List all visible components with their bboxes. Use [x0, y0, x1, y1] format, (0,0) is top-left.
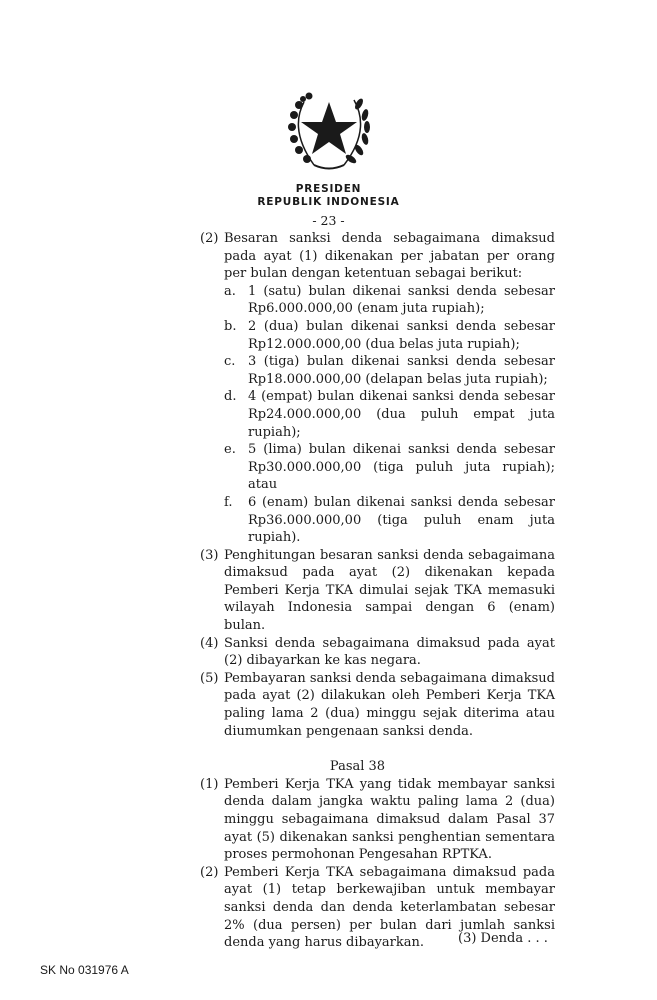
list-item-e: [224, 441, 555, 494]
paragraph-text: Pembayaran sanksi denda sebagaimana dimaksud pada ayat (2) dilakukan oleh Pemberi Kerja TKA paling lama 2 (dua) minggu sejak diterima atau diumumkan pengenaan sanksi denda.: [224, 670, 555, 739]
list-item-c: [224, 353, 555, 388]
paragraph-number: (2): [200, 864, 219, 880]
list-letter: f.: [224, 494, 233, 510]
list-letter: d.: [224, 389, 237, 405]
document-body: [200, 230, 555, 952]
list-item-a: [224, 283, 555, 318]
list-text: 6 (enam) bulan dikenai sanksi denda sebesar Rp36.000.000,00 (tiga puluh enam juta rupiah).: [248, 494, 555, 546]
paragraph-text: Pemberi Kerja TKA sebagaimana dimaksud pada ayat (1) tetap berkewajiban untuk membayar sanksi denda dan denda keterlambatan sebesar 2% (dua persen) per bulan dari jumlah sanksi denda yang harus dibayarkan.: [224, 864, 555, 951]
list-letter: a.: [224, 283, 236, 299]
list-item-b: [224, 318, 555, 353]
header-republic: REPUBLIK INDONESIA: [257, 196, 400, 208]
list-text: 2 (dua) bulan dikenai sanksi denda sebesar Rp12.000.000,00 (dua belas juta rupiah);: [248, 318, 555, 352]
list-letter: b.: [224, 318, 237, 334]
list-text: 1 (satu) bulan dikenai sanksi denda sebesar Rp6.000.000,00 (enam juta rupiah);: [248, 283, 555, 317]
paragraph-2: [200, 230, 555, 547]
paragraph-number: (5): [200, 670, 219, 686]
page-number: - 23 -: [312, 213, 345, 228]
paragraph-number: (3): [200, 547, 219, 563]
list-text: 4 (empat) bulan dikenai sanksi denda sebesar Rp24.000.000,00 (dua puluh empat juta rupiah);: [248, 389, 555, 440]
paragraph-text: Penghitungan besaran sanksi denda sebagaimana dimaksud pada ayat (2) dikenakan kepada Pemberi Kerja TKA dimulai sejak TKA memasuki wilayah Indonesia sampai dengan 6 (enam) bulan.: [224, 547, 555, 634]
paragraph-text: Sanksi denda sebagaimana dimaksud pada ayat (2) dibayarkan ke kas negara.: [224, 635, 555, 669]
paragraph-4: [200, 635, 555, 670]
continuation-marker: (3) Denda . . .: [458, 931, 548, 946]
list-text: 3 (tiga) bulan dikenai sanksi denda sebesar Rp18.000.000,00 (delapan belas juta rupiah);: [248, 354, 555, 387]
list-text: 5 (lima) bulan dikenai sanksi denda sebesar Rp30.000.000,00 (tiga puluh juta rupiah); atau: [248, 442, 555, 493]
paragraph-text: Pemberi Kerja TKA yang tidak membayar sanksi denda dalam jangka waktu paling lama 2 (dua) minggu sebagaimana dimaksud dalam Pasal 37 ayat (5) dikenakan sanksi penghentian sementara proses permohonan Pengesahan RPTKA.: [224, 776, 555, 863]
paragraph-number: (1): [200, 776, 219, 792]
paragraph-number: (2): [200, 231, 219, 246]
paragraph-number: (4): [200, 635, 219, 651]
list-letter: e.: [224, 442, 236, 458]
sk-number: SK No 031976 A: [40, 963, 129, 977]
paragraph-3: [200, 547, 555, 635]
paragraph-text: Besaran sanksi denda sebagaimana dimaksud pada ayat (1) dikenakan per jabatan per orang per bulan dengan ketentuan sebagai berikut:: [224, 231, 555, 282]
pasal-title: Pasal 38: [329, 759, 386, 775]
pasal38-paragraph-1: [200, 776, 555, 864]
list-item-d: [224, 388, 555, 441]
garuda-emblem-icon: [279, 80, 379, 180]
paragraph-5: [200, 670, 555, 740]
list-letter: c.: [224, 354, 236, 370]
list-item-f: [224, 494, 555, 547]
header-president: PRESIDEN: [295, 183, 362, 195]
